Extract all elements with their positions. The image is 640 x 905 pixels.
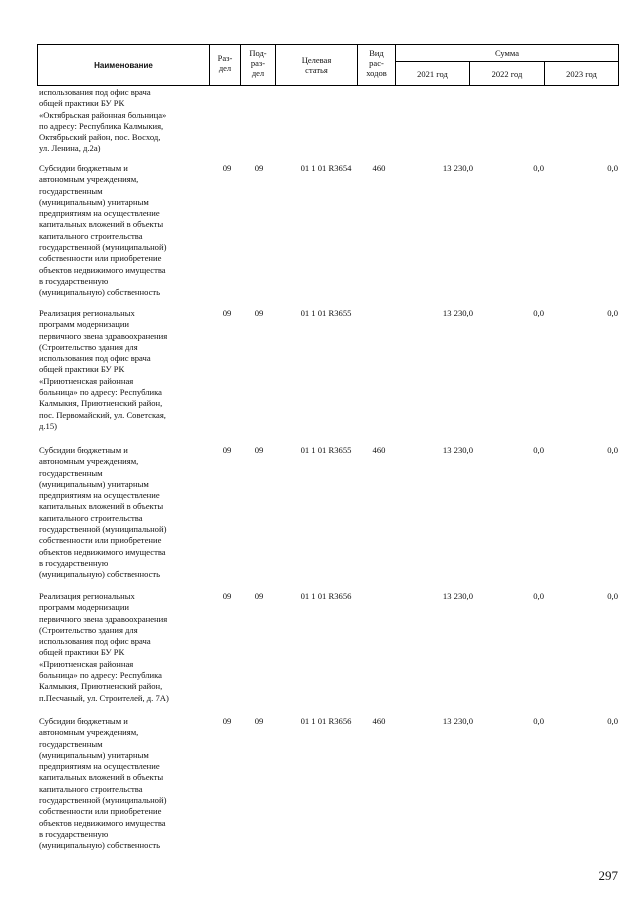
row-sum-2021: 13 230,0	[442, 308, 473, 318]
row-name: Реализация региональных программ модернизации первичного звена здравоохранения (Строительство здания для использования под офис врача общей практики БУ РК «Приютненская районная больница» по адресу: Республика Калмыкия, Приютненский район, п.Песчаный, ул. Строителей, д. 7А)	[39, 591, 169, 703]
row-celevaya: 01 1 01 R3656	[300, 716, 352, 726]
row-name: Субсидии бюджетным и автономным учреждениям, государственным (муниципальным) унитарным предприятиям на осуществление капитальных вложений в объекты капитального строительства государственной (муниципальной) собственности или приобретение объектов недвижимого имущества в государственную (муниципальную) собственность	[39, 716, 167, 851]
row-podrazdel: 09	[254, 308, 264, 318]
header-vid: Вид рас- ходов	[366, 48, 387, 78]
row-name: Реализация региональных программ модернизации первичного звена здравоохранения (Строительство здания для использования под офис врача общей практики БУ РК «Приютненская районная больница» по адресу: Республика Калмыкия, Приютненский район, пос. Первомайский, ул. Советская, д.15)	[39, 308, 168, 431]
row-celevaya: 01 1 01 R3656	[300, 591, 352, 601]
row-sum-2022: 0,0	[533, 591, 544, 601]
row-podrazdel: 09	[254, 163, 264, 173]
row-vid: 460	[372, 163, 386, 173]
row-razdel: 09	[222, 308, 232, 318]
row-razdel: 09	[222, 591, 232, 601]
row-name: Субсидии бюджетным и автономным учреждениям, государственным (муниципальным) унитарным предприятиям на осуществление капитальных вложений в объекты капитального строительства государственной (муниципальной) собственности или приобретение объектов недвижимого имущества в государственную (муниципальную) собственность	[39, 163, 167, 298]
header-summa: Сумма	[494, 48, 520, 58]
row-razdel: 09	[222, 716, 232, 726]
table-header	[37, 44, 619, 86]
header-razdel: Раз- дел	[217, 53, 233, 73]
row-sum-2021: 13 230,0	[442, 163, 473, 173]
row-sum-2022: 0,0	[533, 716, 544, 726]
row-celevaya: 01 1 01 R3655	[300, 308, 352, 318]
row-sum-2023: 0,0	[607, 716, 618, 726]
row-podrazdel: 09	[254, 716, 264, 726]
header-podrazdel: Под- раз- дел	[249, 48, 267, 78]
row-podrazdel: 09	[254, 591, 264, 601]
header-celevaya: Целевая статья	[301, 55, 332, 75]
row-sum-2023: 0,0	[607, 308, 618, 318]
row-sum-2023: 0,0	[607, 591, 618, 601]
row-razdel: 09	[222, 445, 232, 455]
row-sum-2021: 13 230,0	[442, 591, 473, 601]
row-sum-2022: 0,0	[533, 163, 544, 173]
row-vid: 460	[372, 445, 386, 455]
page-number: 297	[598, 868, 618, 883]
header-naimenovanie: Наименование	[94, 61, 153, 70]
row-sum-2021: 13 230,0	[442, 716, 473, 726]
row-celevaya: 01 1 01 R3655	[300, 445, 352, 455]
row-sum-2021: 13 230,0	[442, 445, 473, 455]
header-2023: 2023 год	[566, 69, 597, 79]
row-name: использования под офис врача общей практики БУ РК «Октябрьская районная больница» по адресу: Республика Калмыкия, Октябрьский район, пос. Восход, ул. Ленина, д.2а)	[39, 87, 167, 154]
row-podrazdel: 09	[254, 445, 264, 455]
row-sum-2022: 0,0	[533, 308, 544, 318]
row-sum-2023: 0,0	[607, 445, 618, 455]
row-sum-2022: 0,0	[533, 445, 544, 455]
header-2022: 2022 год	[491, 69, 523, 79]
row-sum-2023: 0,0	[607, 163, 618, 173]
row-razdel: 09	[222, 163, 232, 173]
row-celevaya: 01 1 01 R3654	[300, 163, 352, 173]
row-vid: 460	[372, 716, 386, 726]
row-name: Субсидии бюджетным и автономным учреждениям, государственным (муниципальным) унитарным предприятиям на осуществление капитальных вложений в объекты капитального строительства государственной (муниципальной) собственности или приобретение объектов недвижимого имущества в государственную (муниципальную) собственность	[39, 445, 167, 580]
header-2021: 2021 год	[417, 69, 448, 79]
